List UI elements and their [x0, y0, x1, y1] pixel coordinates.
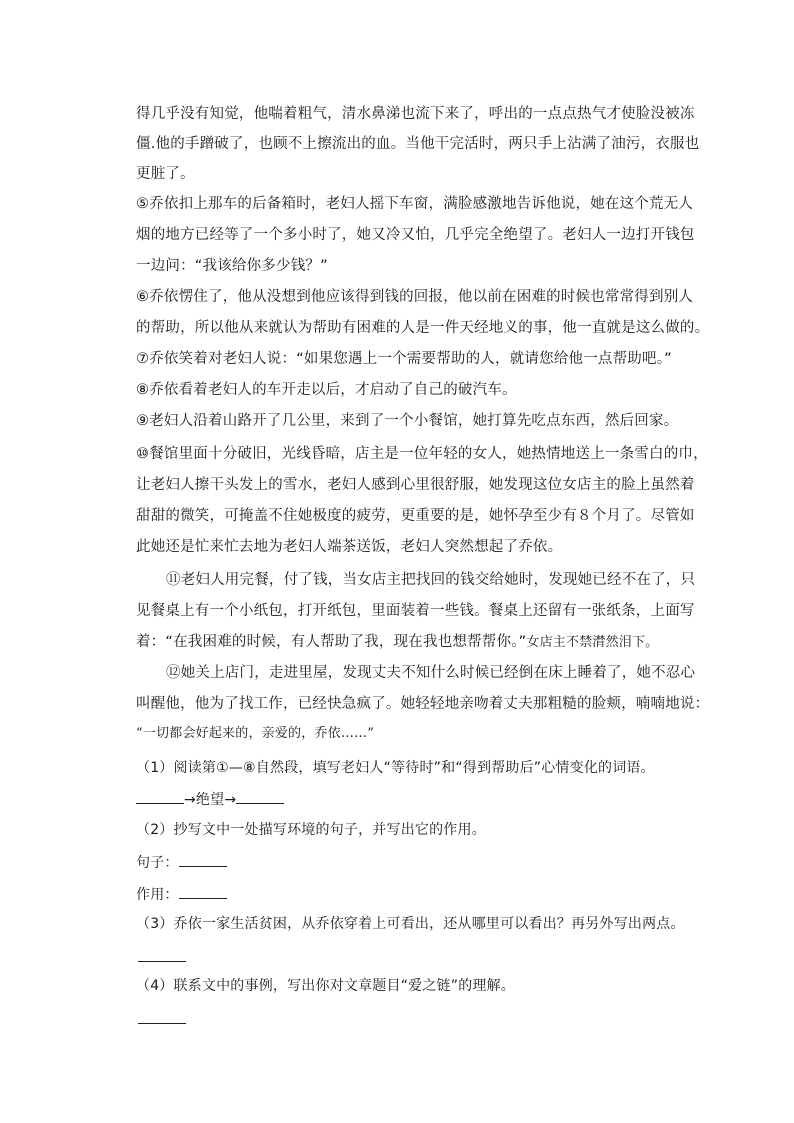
paragraph-12-line: ⑫她关上店门，走进里屋，发现丈夫不知什么时候已经倒在床上睡着了，她不忍心: [166, 665, 696, 681]
question-3: （3）乔依一家生活贫困，从乔依穿着上可看出，还从哪里可以看出？再另外写出两点。: [136, 916, 685, 932]
answer-connector: →绝望→: [184, 792, 237, 808]
paragraph-12-line: 叫醒他，他为了找工作，已经快急疯了。她轻轻地亲吻着丈夫那粗糙的脸颊，喃喃地说：: [136, 696, 710, 712]
paragraph-9: ⑨老妇人沿着山路开了几公里，来到了一个小餐馆，她打算先吃点东西，然后回家。: [136, 413, 679, 429]
answer-blank[interactable]: [138, 1022, 186, 1024]
sentence-label: 句子：: [136, 855, 179, 871]
paragraph-8: ⑧乔依看着老妇人的车开走以后，才启动了自己的破汽车。: [136, 382, 517, 398]
paragraph-5-line: ⑤乔依扣上那车的后备箱时，老妇人摇下车窗，满脸感激地告诉他说，她在这个荒无人: [136, 196, 694, 212]
passage-line: 僵.他的手蹭破了，也顾不上擦流出的血。当他干完活时，两只手上沾满了油污，衣服也: [136, 136, 700, 152]
paragraph-11-line: 见餐桌上有一个小纸包，打开纸包，里面装着一些钱。餐桌上还留有一张纸条，上面写: [136, 603, 695, 619]
question-2-effect-row: [136, 884, 676, 905]
paragraph-7: ⑦乔依笑着对老妇人说：“如果您遇上一个需要帮助的人，就请您给他一点帮助吧。”: [136, 351, 672, 367]
passage-line: 得几乎没有知觉，他喘着粗气，清水鼻涕也流下来了，呼出的一点点热气才使脸没被冻: [136, 106, 695, 122]
answer-blank[interactable]: [179, 884, 227, 899]
effect-label: 作用：: [136, 887, 179, 903]
question-2-sentence-row: [136, 852, 676, 873]
question-2: （2）抄写文中一处描写环境的句子，并写出它的作用。: [136, 822, 486, 838]
answer-blank[interactable]: [236, 789, 284, 804]
paragraph-11-line: ⑪老妇人用完餐，付了钱，当女店主把找回的钱交给她时，发现她已经不在了，只: [166, 572, 696, 588]
paragraph-10-line: 此她还是忙来忙去地为老妇人端茶送饭，老妇人突然想起了乔依。: [136, 539, 563, 555]
paragraph-6-line: 的帮助，所以他从来就认为帮助有困难的人是一件天经地义的事，他一直就是这么做的。: [136, 320, 710, 336]
paragraph-11-line: [136, 632, 676, 653]
answer-blank[interactable]: [136, 789, 184, 804]
note-tail: 女店主不禁潸然泪下。: [526, 635, 659, 650]
paragraph-10-line: ⑩餐馆里面十分破旧，光线昏暗，店主是一位年轻的女人，她热情地送上一条雪白的巾，: [136, 446, 708, 462]
note-text: 着：“在我困难的时候，有人帮助了我，现在我也想帮帮你。”: [136, 634, 527, 650]
question-4: （4）联系文中的事例，写出你对文章题目“爱之链”的理解。: [136, 978, 516, 994]
paragraph-12-line: “一切都会好起来的，亲爱的，乔依……”: [136, 726, 375, 741]
paragraph-6-line: ⑥乔依愣住了，他从没想到他应该得到钱的回报，他以前在困难的时候也常常得到别人: [136, 289, 694, 305]
paragraph-5-line: 烟的地方已经等了一个多小时了，她又冷又怕，几乎完全绝望了。老妇人一边打开钱包: [136, 227, 695, 243]
paragraph-5-line: 一边问：“我该给你多少钱？”: [136, 258, 328, 274]
passage-line: 更脏了。: [136, 166, 195, 182]
paragraph-10-line: 甜甜的微笑，可掩盖不住她极度的疲劳，更重要的是，她怀孕至少有８个月了。尽管如: [136, 508, 695, 524]
answer-blank[interactable]: [138, 960, 186, 962]
question-1-answer-row: [136, 789, 676, 810]
answer-blank[interactable]: [179, 852, 227, 867]
paragraph-10-line: 让老妇人擦干头发上的雪水，老妇人感到心里很舒服，她发现这位女店主的脸上虽然着: [136, 477, 695, 493]
question-1: （1）阅读第①—⑧自然段，填写老妇人“等待时”和“得到帮助后”心情变化的词语。: [136, 760, 655, 776]
